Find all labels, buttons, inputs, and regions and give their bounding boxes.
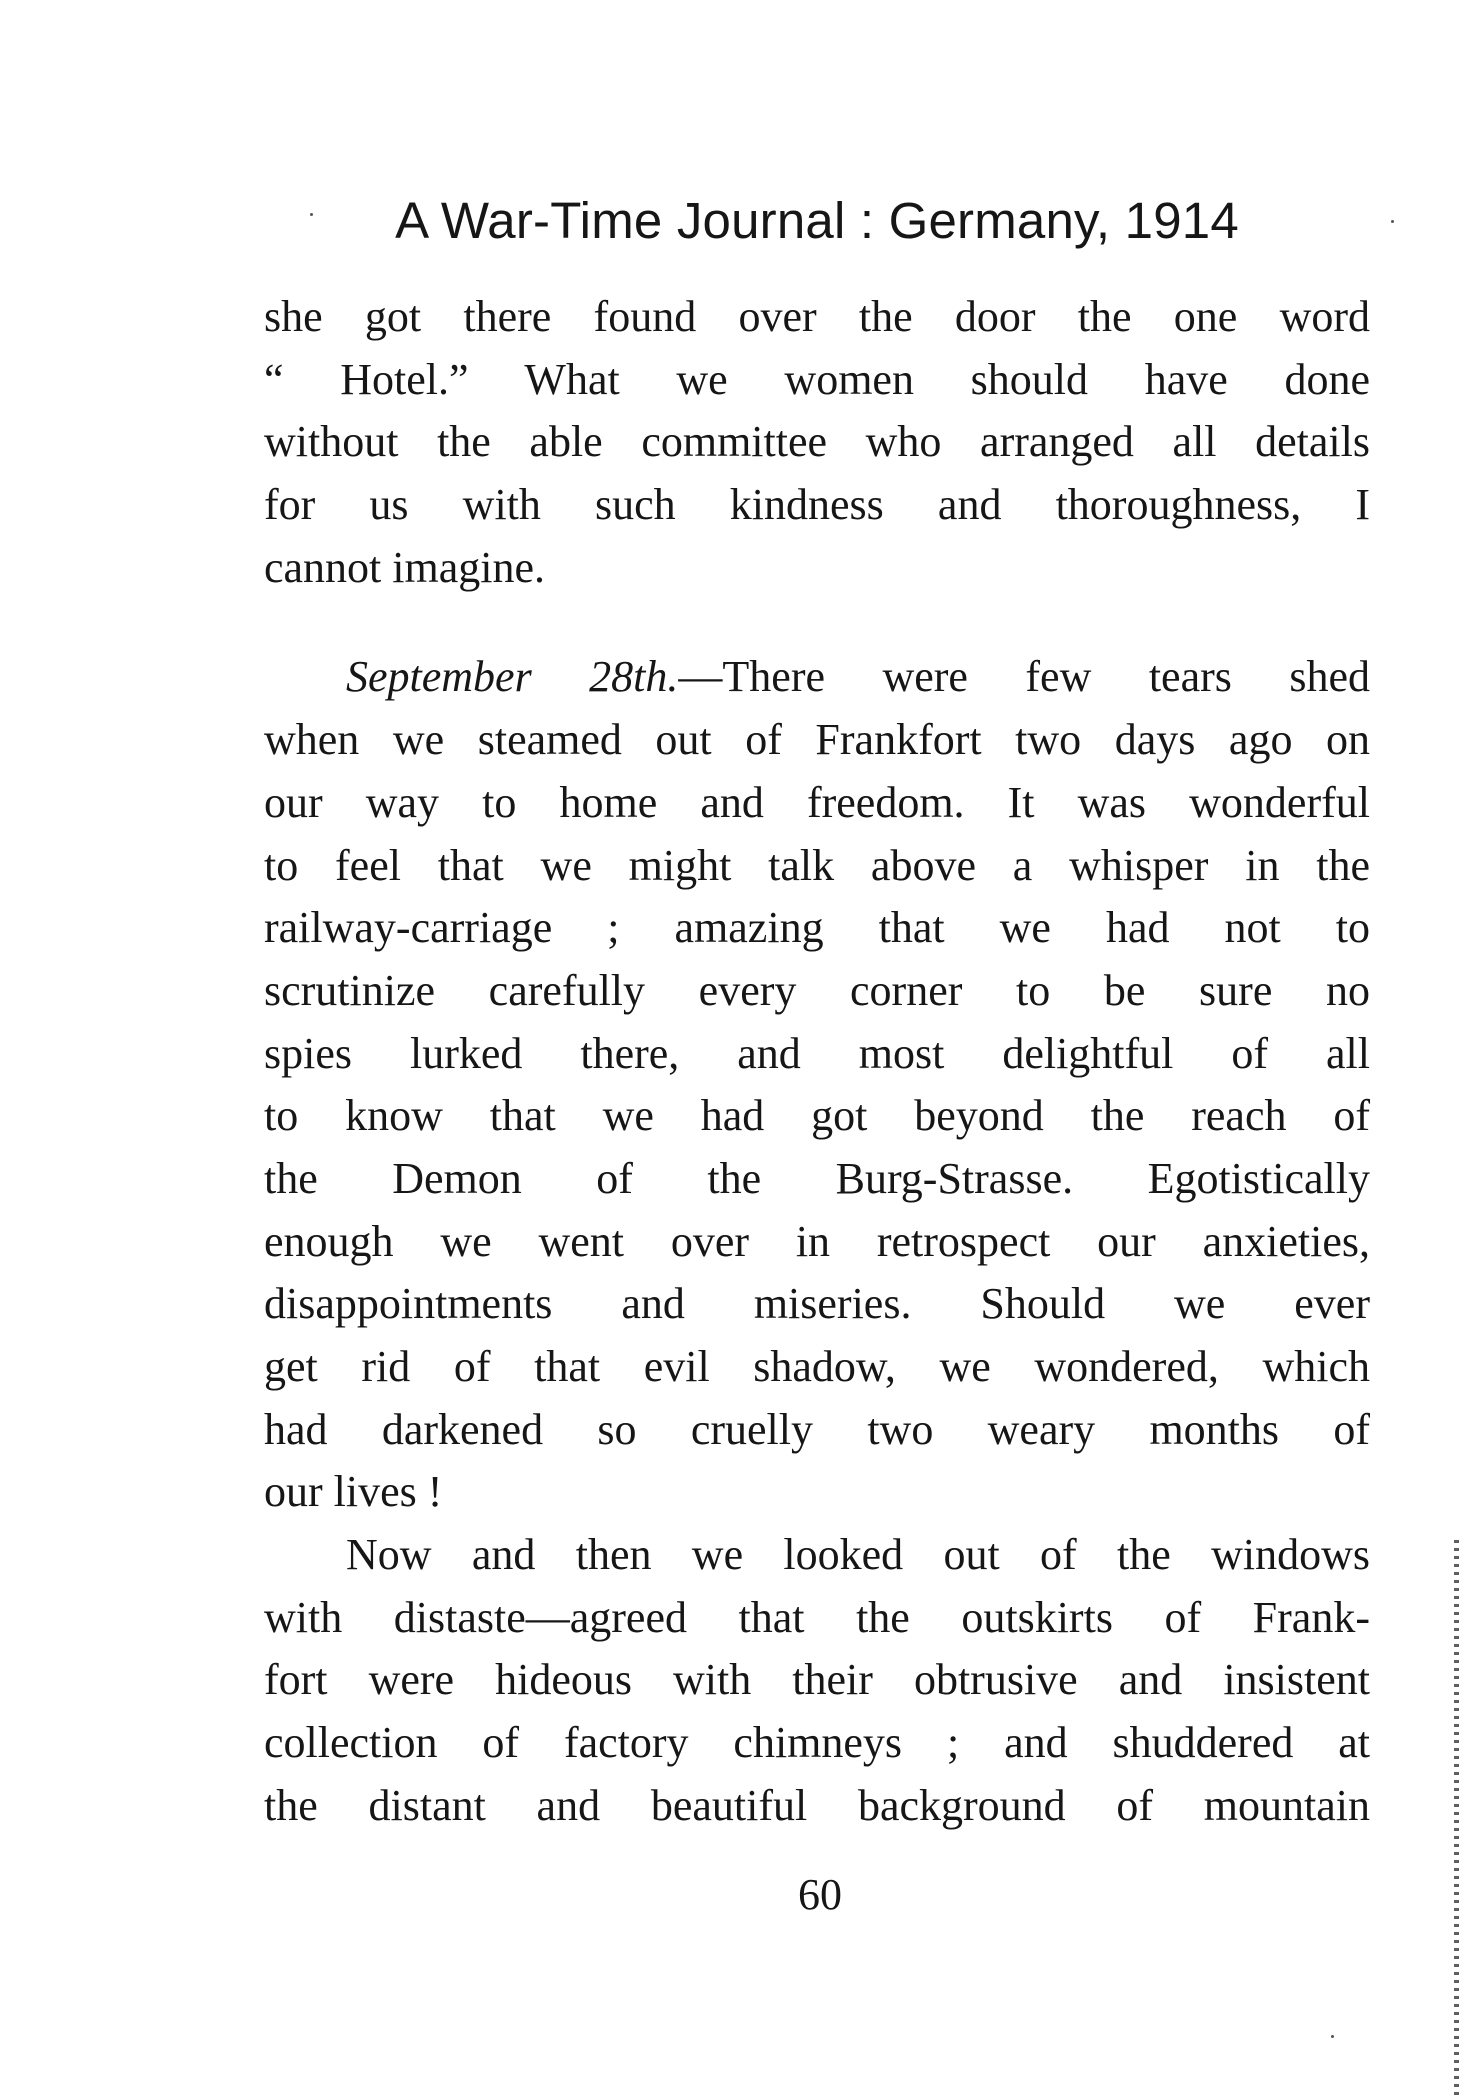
text-line: without the able committee who arranged all details <box>264 417 1370 467</box>
text-line: railway-carriage ; amazing that we had not to <box>264 903 1370 953</box>
text-line: for us with such kindness and thoroughness, I <box>264 480 1370 530</box>
text-line: scrutinize carefully every corner to be sure no <box>264 965 1370 1015</box>
paragraph-1 <box>264 286 1370 599</box>
paragraph-gap <box>264 599 1370 646</box>
journal-date: September 28th. <box>346 652 679 702</box>
text-line: with distaste—agreed that the outskirts of Frank- <box>264 1592 1370 1642</box>
print-speck <box>1331 2035 1334 2038</box>
text-line: the distant and beautiful background of mountain <box>264 1780 1370 1830</box>
text-line: Now and then we looked out of the windows <box>346 1530 1370 1580</box>
text-line: when we steamed out of Frankfort two days ago on <box>264 715 1370 765</box>
text-line: the Demon of the Burg-Strasse. Egotistically <box>264 1153 1370 1203</box>
text-run: —There were few tears shed <box>678 652 1370 702</box>
page-edge-shadow <box>1454 1540 1459 2100</box>
print-speck <box>1391 220 1394 223</box>
text-line: enough we went over in retrospect our anxieties, <box>264 1216 1370 1266</box>
text-line: our way to home and freedom. It was wonderful <box>264 777 1370 827</box>
text-line: collection of factory chimneys ; and shuddered at <box>264 1718 1370 1768</box>
paragraph-3 <box>264 1524 1370 1837</box>
text-line: had darkened so cruelly two weary months of <box>264 1404 1370 1454</box>
text-line: cannot imagine. <box>264 542 546 592</box>
text-line: spies lurked there, and most delightful of all <box>264 1028 1370 1078</box>
text-line: she got there found over the door the one word <box>264 292 1370 341</box>
text-line: our lives ! <box>264 1467 443 1517</box>
text-line: fort were hideous with their obtrusive and insistent <box>264 1655 1370 1705</box>
text-line: get rid of that evil shadow, we wondered, which <box>264 1342 1370 1391</box>
text-line: to know that we had got beyond the reach of <box>264 1091 1370 1141</box>
text-line <box>264 646 1370 709</box>
paragraph-2 <box>264 646 1370 1524</box>
running-head: A War-Time Journal : Germany, 1914 <box>395 192 1239 249</box>
print-speck <box>310 213 313 216</box>
page-number: 60 <box>798 1870 842 1919</box>
text-line: disappointments and miseries. Should we ever <box>264 1279 1370 1329</box>
body-text <box>264 286 1370 1838</box>
text-line: to feel that we might talk above a whisper in the <box>264 840 1370 890</box>
text-line: “ Hotel.” What we women should have done <box>264 354 1370 404</box>
